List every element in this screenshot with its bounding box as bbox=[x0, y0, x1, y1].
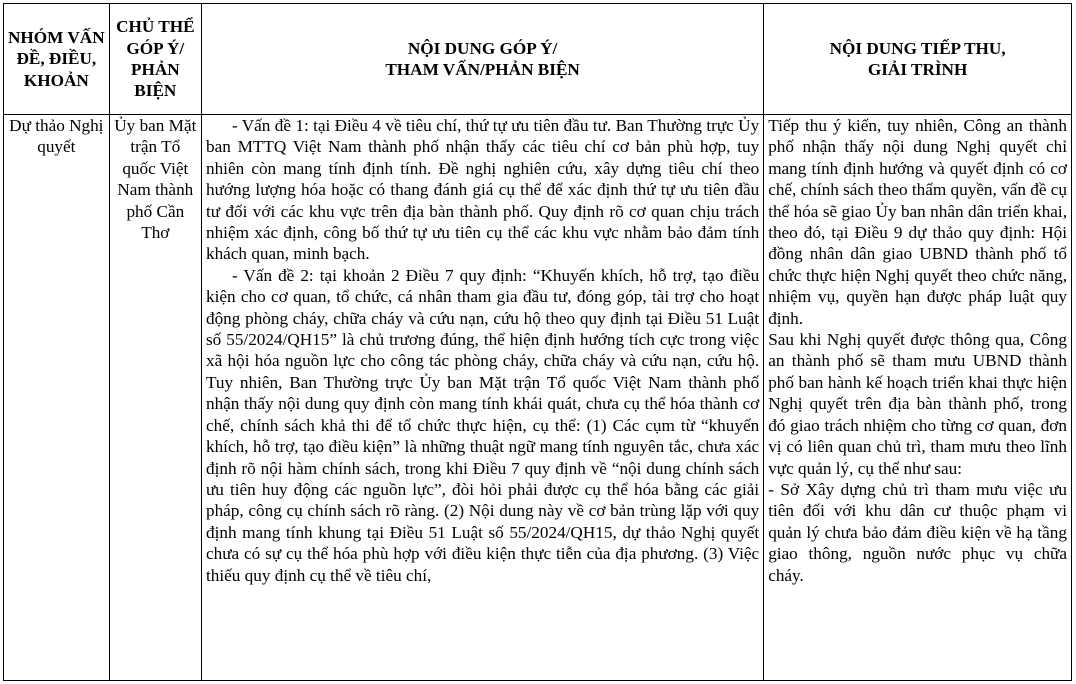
response-paragraph-3: - Sở Xây dựng chủ trì tham mưu việc ưu tiên đối với khu dân cư thuộc phạm vi quản lý chưa bảo đảm điều kiện về hạ tầng giao thông, nguồn nước phục vụ chữa cháy. bbox=[768, 479, 1067, 585]
header-row bbox=[4, 4, 1072, 115]
issue-group-cell: Dự thảo Nghị quyết bbox=[4, 115, 110, 681]
header-feedback-subject: CHỦ THỂ GÓP Ý/ PHẢN BIỆN bbox=[109, 4, 201, 115]
header-response-content-line1: NỘI DUNG TIẾP THU, bbox=[829, 38, 1006, 58]
feedback-paragraph-2: - Vấn đề 2: tại khoản 2 Điều 7 quy định: “Khuyến khích, hỗ trợ, tạo điều kiện cho cơ quan, tổ chức, cá nhân tham gia đầu tư, đóng góp, tài trợ cho hoạt động phòng cháy, chữa cháy và cứu nạn, cứu hộ theo quy định tại Điều 51 Luật số 55/2024/QH15” là chủ trương đúng, thể hiện định hướng tích cực trong việc xã hội hóa nguồn lực cho công tác phòng cháy, chữa cháy và cứu nạn, cứu hộ. Tuy nhiên, Ban Thường trực Ủy ban Mặt trận Tổ quốc Việt Nam thành phố nhận thấy nội dung quy định còn mang tính khái quát, chưa cụ thể hóa thành cơ chế, chính sách khả thi để tổ chức thực hiện, cụ thể: (1) Các cụm từ “khuyến khích, hỗ trợ, tạo điều kiện” là những thuật ngữ mang tính nguyên tắc, chưa xác định rõ nội hàm chính sách, trong khi Điều 7 quy định về “nội dung chính sách ưu tiên huy động các nguồn lực”, đòi hỏi phải được cụ thể hóa bằng các giải pháp, công cụ chính sách rõ ràng. (2) Nội dung này về cơ bản trùng lặp với quy định mang tính khung tại Điều 51 Luật số 55/2024/QH15, dự thảo Nghị quyết chưa có sự cụ thể hóa phù hợp với điều kiện thực tiễn của địa phương. (3) Việc thiếu quy định cụ thể về tiêu chí, bbox=[205, 265, 760, 585]
feedback-subject-cell: Ủy ban Mặt trận Tổ quốc Việt Nam thành phố Cần Thơ bbox=[109, 115, 201, 681]
header-feedback-content-line1: NỘI DUNG GÓP Ý/ bbox=[407, 38, 558, 58]
feedback-content-cell bbox=[201, 115, 763, 681]
response-paragraph-1: Tiếp thu ý kiến, tuy nhiên, Công an thành phố nhận thấy nội dung Nghị quyết chỉ mang tính định hướng và quyết định có cơ chế, chính sách theo thẩm quyền, vấn đề cụ thể hóa sẽ giao Ủy ban nhân dân triển khai, theo đó, tại Điều 9 dự thảo quy định: Hội đồng nhân dân giao UBND thành phố tổ chức thực hiện Nghị quyết theo chức năng, nhiệm vụ, quyền hạn được pháp luật quy định. bbox=[768, 116, 1067, 328]
header-feedback-content bbox=[201, 4, 763, 115]
header-feedback-content-line2: THAM VẤN/PHẢN BIỆN bbox=[385, 60, 580, 79]
header-response-content bbox=[764, 4, 1072, 115]
response-paragraph-2: Sau khi Nghị quyết được thông qua, Công an thành phố sẽ tham mưu UBND thành phố ban hành kế hoạch triển khai thực hiện Nghị quyết trên địa bàn thành phố, trong đó giao trách nhiệm cho từng cơ quan, đơn vị có liên quan chủ trì, tham mưu theo lĩnh vực quản lý, cụ thể như sau: bbox=[768, 330, 1067, 478]
header-issue-group: NHÓM VẤN ĐỀ, ĐIỀU, KHOẢN bbox=[4, 4, 110, 115]
table-row bbox=[4, 115, 1072, 681]
feedback-paragraph-1: - Vấn đề 1: tại Điều 4 về tiêu chí, thứ tự ưu tiên đầu tư. Ban Thường trực Ủy ban MTTQ Việt Nam thành phố nhận thấy các tiêu chí cơ bản phù hợp, tuy nhiên còn mang tính định tính. Đề nghị nghiên cứu, xây dựng tiêu chí theo hướng lượng hóa hoặc có thang đánh giá cụ thể để xác định thứ tự ưu tiên đầu tư đối với các khu vực trên địa bàn thành phố. Quy định rõ cơ quan chịu trách nhiệm xác định, công bố thứ tự ưu tiên cụ thể các khu vực nhằm bảo đảm tính khách quan, minh bạch. bbox=[205, 116, 760, 264]
response-content-cell bbox=[764, 115, 1072, 681]
header-response-content-line2: GIẢI TRÌNH bbox=[867, 60, 968, 79]
feedback-table bbox=[3, 3, 1072, 681]
